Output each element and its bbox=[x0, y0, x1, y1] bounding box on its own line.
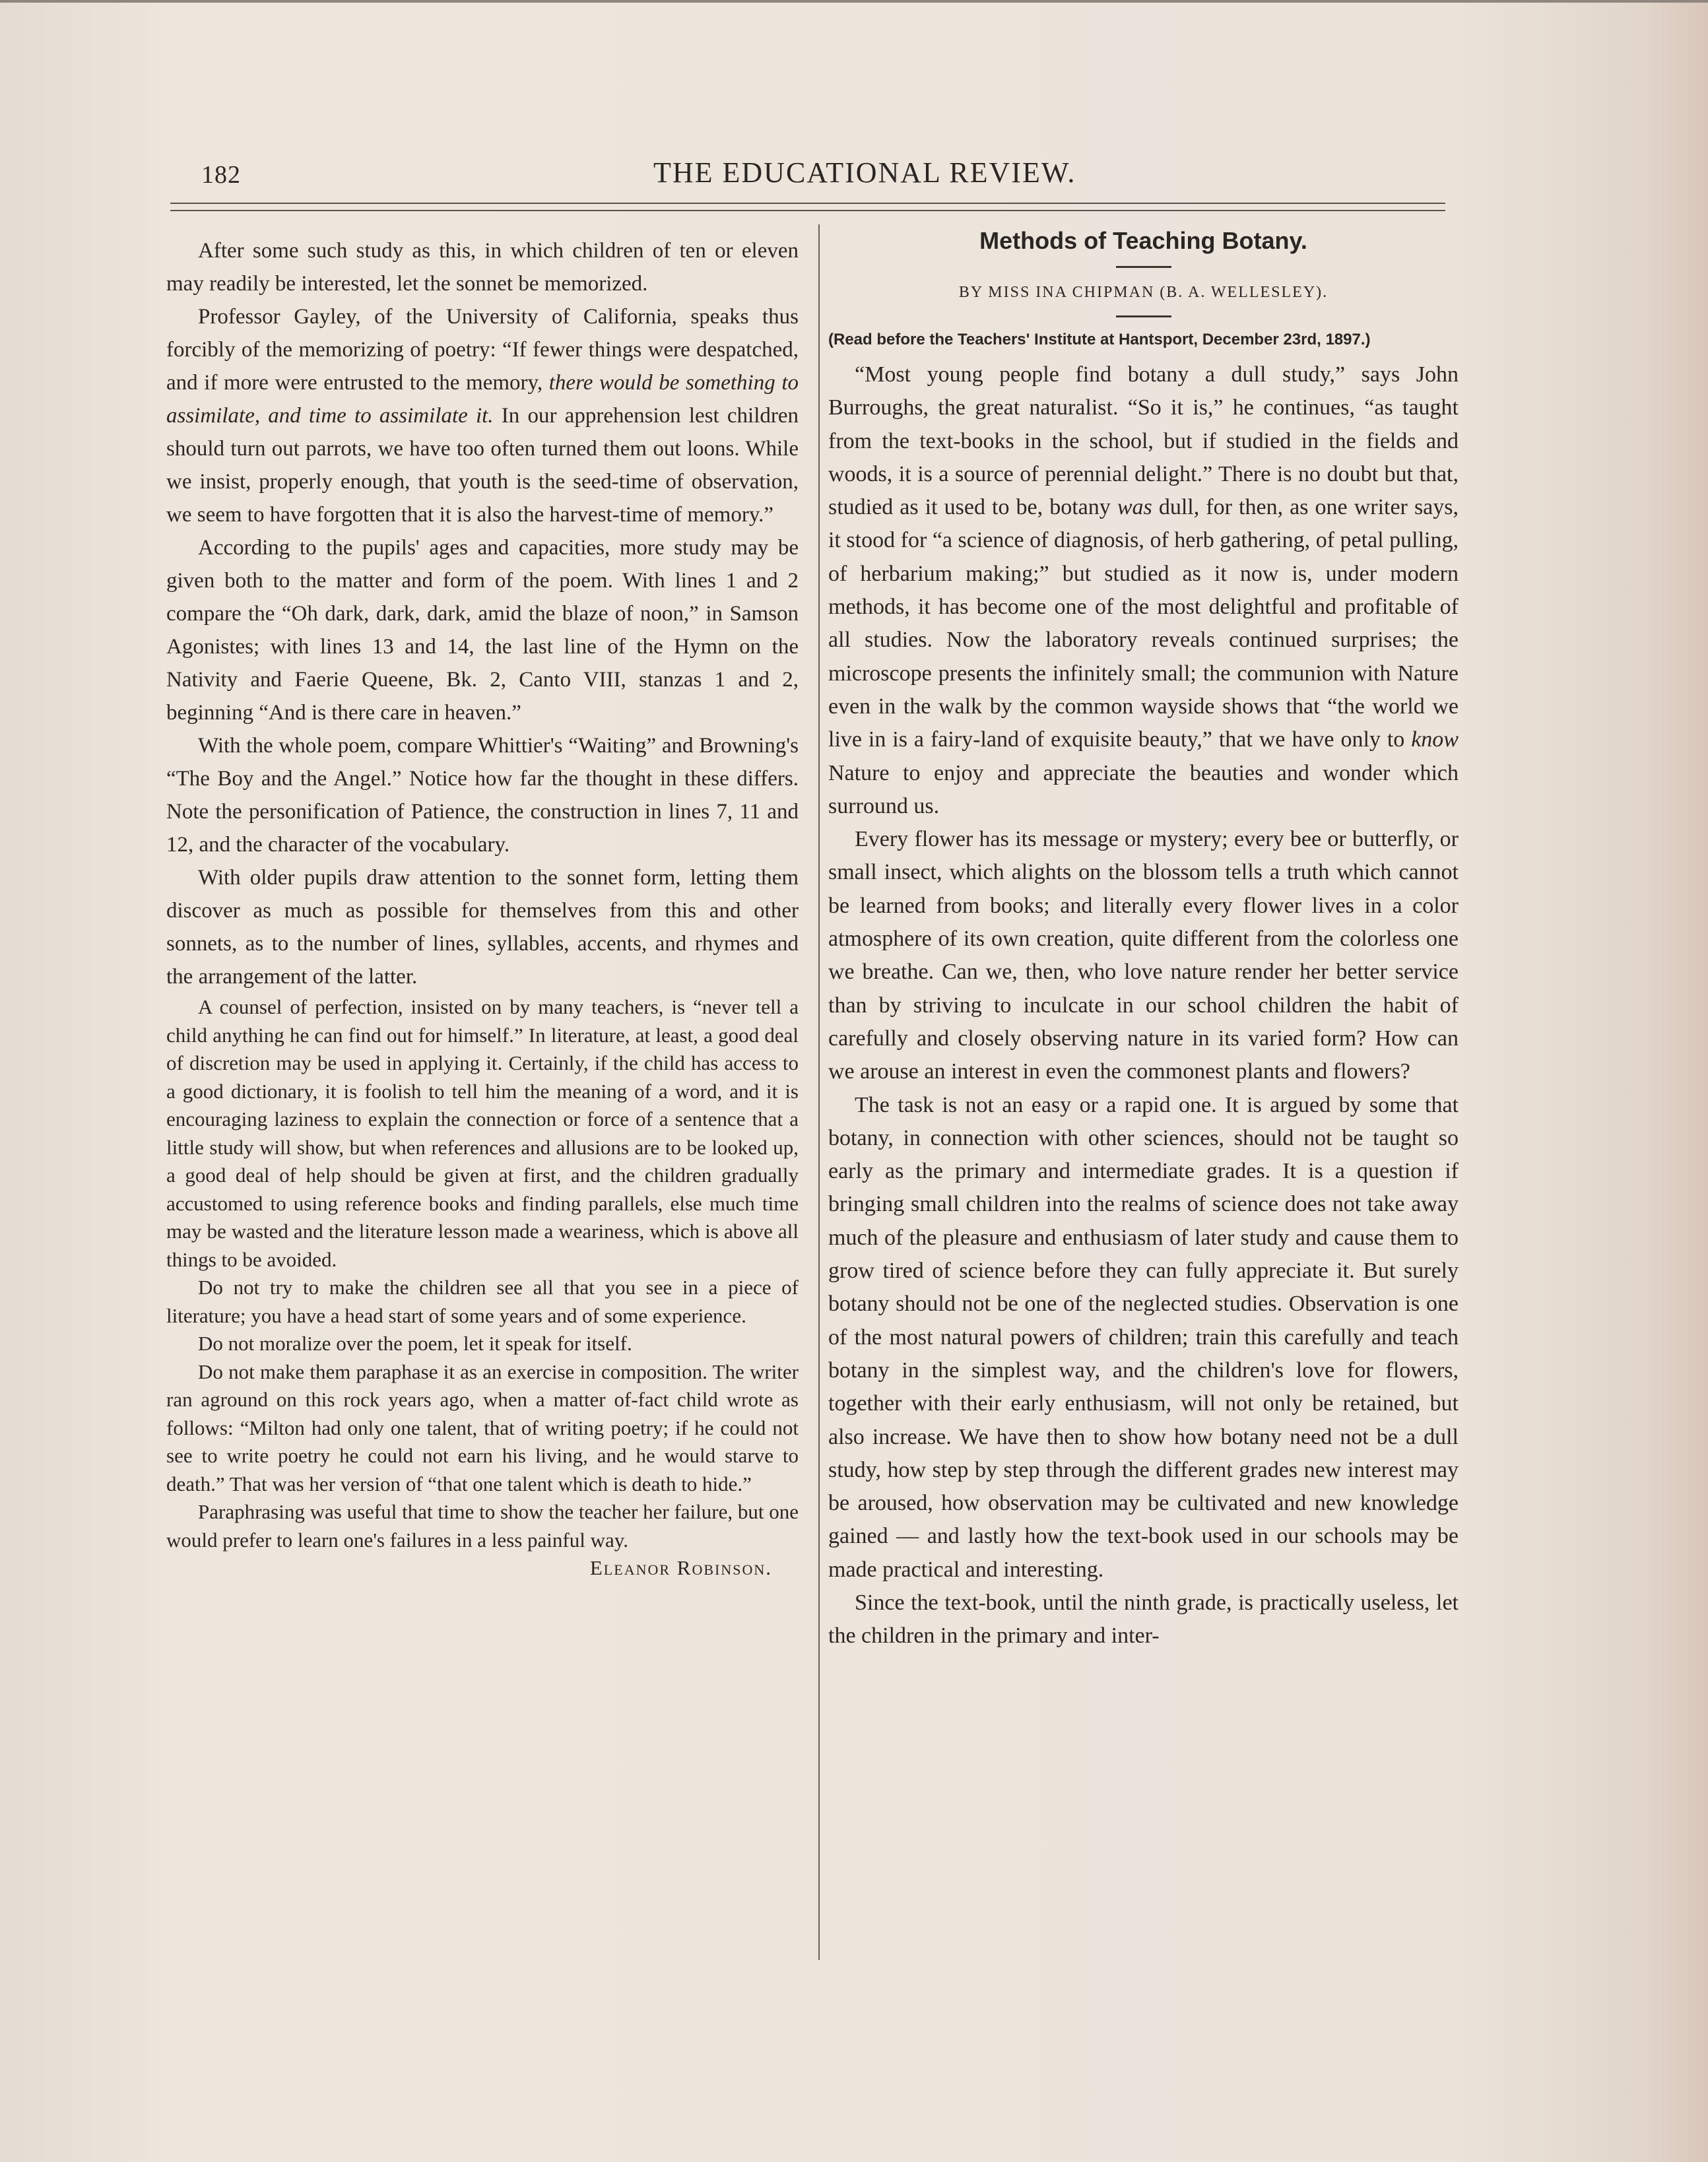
gayley-continuation: In our apprehension lest children should turn out parrots, we have too often turned them out loons. While we insist, properly enough, that youth is the seed-time of observation, we seem to have forgotten that it is also the harvest-time of memory.” bbox=[166, 404, 799, 527]
gayley-text: Professor Gayley, of the University of California, speaks thus forcibly of the memorizing of poetry: “If fewer things were despatched, and if more were entrusted to the memory, bbox=[166, 305, 799, 395]
article-byline: BY MISS INA CHIPMAN (B. A. WELLESLEY). bbox=[958, 284, 1329, 301]
article-title: Methods of Teaching Botany. bbox=[979, 227, 1307, 254]
paragraph: Do not make them paraphase it as an exercise in composition. The writer ran aground on this rock years ago, when a matter of-fact child wrote as follows: “Milton had only one talent, that of writing poetry; if he could not see to write poetry he could not earn his living, and he would starve to death.” That was her version of “that one talent which is death to hide.” bbox=[166, 1359, 799, 1495]
p1-text-a: “Most young people find botany a dull study,” says John Burroughs, the great naturalist. “So it is,” he continues, “as taught from the text-books in the school, but if studied in the fields and woods, it is a source of perennial delight.” There is no doubt but that, studied as it used to be, botany bbox=[828, 362, 1459, 520]
paragraph: Do not moralize over the poem, let it speak for itself. bbox=[198, 1332, 632, 1355]
paragraph: Since the text-book, until the ninth grade, is practically useless, let the children in the primary and inter- bbox=[828, 1590, 1459, 1649]
right-column bbox=[828, 228, 1459, 1653]
paragraph-last bbox=[166, 1498, 799, 1579]
read-before-note: (Read before the Teachers' Institute at Hantsport, December 23rd, 1897.) bbox=[828, 331, 1371, 348]
paragraph: A counsel of perfection, insisted on by many teachers, is “never tell a child anything he can find out for himself.” In literature, at least, a good deal of discretion may be used in applying it. Certainly, if the child has access to a good dictionary, it is foolish to tell him the meaning of a word, and it is encouraging laziness to explain the connection or force of a sentence that a little study will show, but when references and allusions are to be looked up, a good deal of help should be given at first, and the children gradually accustomed to using reference books and finding parallels, else much time may be wasted and the literature lesson made a weariness, which is above all things to be avoided. bbox=[166, 995, 799, 1271]
paragraph: Every flower has its message or mystery; every bee or butterfly, or small insect, which alights on the blossom tells a truth which cannot be learned from books; and literally every flower lives in a color atmosphere of its own creation, quite different from the colorless one we breathe. Can we, then, who love nature render her better service than by striving to inculcate in our school children the habit of carefully and closely observing nature in its varied form? How can we arouse an interest in even the commonest plants and flowers? bbox=[828, 827, 1459, 1084]
paragraph: After some such study as this, in which children of ten or eleven may readily be interested, let the sonnet be memorized. bbox=[166, 239, 799, 296]
header-rule bbox=[170, 203, 1445, 204]
p1-text-c: Nature to enjoy and appreciate the beauties and wonder which surround us. bbox=[828, 760, 1459, 818]
top-border bbox=[0, 0, 1708, 3]
left-column bbox=[166, 234, 799, 1583]
running-title: THE EDUCATIONAL REVIEW. bbox=[653, 156, 1076, 189]
p1-italic-was: was bbox=[1117, 495, 1152, 520]
paragraph: Do not try to make the children see all that you see in a piece of literature; you have a head start of some years and of some experience. bbox=[166, 1276, 799, 1327]
column-divider bbox=[818, 224, 820, 1960]
p1-italic-know: know bbox=[1411, 727, 1459, 752]
paragraph-burroughs bbox=[828, 358, 1459, 823]
author-signature: Eleanor Robinson. bbox=[589, 1556, 772, 1579]
title-rule bbox=[1116, 266, 1171, 268]
page-number: 182 bbox=[201, 161, 241, 189]
paragraph: With the whole poem, compare Whittier's “Waiting” and Browning's “The Boy and the Angel.” Notice how far the thought in these differs. Note the personification of Patience, the construction in lines 7, 11 and 12, and the character of the vocabulary. bbox=[166, 734, 799, 857]
paragraph: With older pupils draw attention to the sonnet form, letting them discover as much as possible for themselves from this and other sonnets, as to the number of lines, syllables, accents, and rhymes and the arrangement of the latter. bbox=[166, 866, 799, 989]
header-rule-double bbox=[170, 210, 1445, 211]
small-type-section bbox=[166, 993, 799, 1579]
paragraph: The task is not an easy or a rapid one. It is argued by some that botany, in connection with other sciences, should not be taught so early as the primary and intermediate grades. It is a question if bringing small children into the realms of science does not take away much of the pleasure and enthusiasm of later study and cause them to grow tired of science before they can fully appreciate it. But surely botany should not be one of the neglected studies. Observation is one of the most natural powers of children; train this carefully and teach botany in the simplest way, and the children's love for flowers, together with their early enthusiasm, will not only be retained, but also increase. We have then to show how botany need not be a dull study, how step by step through the different grades new interest may be aroused, how observation may be cultivated and new knowledge gained — and lastly how the text-book used in our schools may be made practical and interesting. bbox=[828, 1092, 1459, 1582]
paragraph: According to the pupils' ages and capacities, more study may be given both to the matter and form of the poem. With lines 1 and 2 compare the “Oh dark, dark, dark, amid the blaze of noon,” in Samson Agonistes; with lines 13 and 14, the last line of the Hymn on the Nativity and Faerie Queene, Bk. 2, Canto VIII, stanzas 1 and 2, beginning “And is there care in heaven.” bbox=[166, 536, 799, 725]
last-paragraph-text: Paraphrasing was useful that time to show the teacher her failure, but one would prefer to learn one's failures in a less painful way. bbox=[166, 1500, 799, 1552]
byline-rule bbox=[1116, 315, 1171, 317]
gayley-italic: there would be something to assimilate, and time to assimilate it. bbox=[166, 371, 799, 428]
paragraph-gayley bbox=[166, 300, 799, 531]
p1-text-b: dull, for then, as one writer says, it stood for “a science of diagnosis, of herb gathering, of petal pulling, of herbarium making;” but studied as it now is, under modern methods, it has become one of the most delightful and profitable of all studies. Now the laboratory reveals continued surprises; the microscope presents the infinitely small; the communion with Nature even in the walk by the common wayside shows that “the world we live in is a fairy-land of exquisite beauty,” that we have only to bbox=[828, 495, 1459, 752]
